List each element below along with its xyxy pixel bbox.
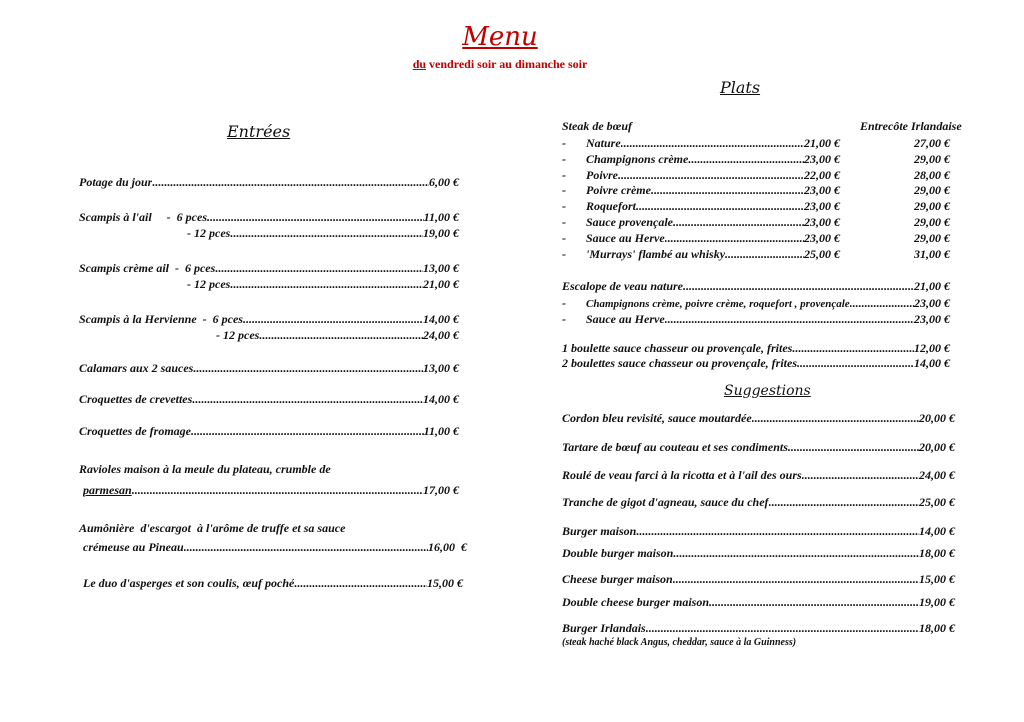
page-subtitle — [0, 57, 1000, 72]
entree-label: Ravioles maison à la meule du plateau, crumble de — [79, 462, 331, 476]
entree-label: Potage du jour — [79, 175, 153, 189]
steak-price: 25,00 € — [804, 247, 840, 261]
entree-row — [79, 261, 459, 276]
leader-dots — [665, 312, 914, 327]
leader-dots — [294, 576, 427, 591]
entrecote-price: 29,00 € — [914, 199, 950, 213]
suggestion-row — [562, 621, 955, 636]
leader-dots — [230, 277, 423, 292]
steak-label: - Poivre — [562, 168, 618, 182]
suggestion-label: Tartare de bœuf au couteau et ses condiments — [562, 440, 788, 454]
steak-price: 23,00 € — [804, 183, 840, 197]
option-label: - Sauce au Herve — [562, 312, 665, 326]
escalope-row — [562, 279, 950, 294]
boulette-label: 1 boulette sauce chasseur ou provençale, frites — [562, 341, 793, 355]
suggestion-price: 14,00 € — [919, 524, 955, 538]
entrees-heading: Entrées — [227, 122, 291, 141]
leader-dots — [618, 168, 804, 183]
leader-dots — [193, 361, 423, 376]
page-title: Menu — [462, 22, 538, 52]
steak-price: 23,00 € — [804, 199, 840, 213]
entree-label: Le duo d'asperges et son coulis, œuf poché — [83, 576, 295, 590]
steak-label: - Sauce au Herve — [562, 231, 665, 245]
boulette-row — [562, 341, 950, 356]
leader-dots — [792, 341, 914, 356]
entree-row — [79, 424, 459, 439]
entree-row — [83, 483, 459, 498]
suggestion-row — [562, 411, 955, 426]
entree-label: Croquettes de crevettes — [79, 392, 193, 406]
subtitle-rest: vendredi soir au dimanche soir — [426, 57, 588, 71]
boulette-label: 2 boulettes sauce chasseur ou provençale, frites — [562, 356, 797, 370]
burger-note: (steak haché black Angus, cheddar, sauce à la Guinness) — [562, 637, 797, 648]
suggestion-price: 24,00 € — [919, 468, 955, 482]
steak-label: - Sauce provençale — [562, 215, 673, 229]
entree-label: Scampis à la Hervienne - 6 pces — [79, 312, 243, 326]
leader-dots — [797, 356, 914, 371]
leader-dots — [673, 215, 804, 230]
entrecote-heading: Entrecôte Irlandaise — [860, 119, 962, 133]
steak-heading: Steak de bœuf — [562, 119, 632, 133]
plats-heading: Plats — [720, 78, 761, 97]
steak-label: - Nature — [562, 136, 621, 150]
entree-label: crémeuse au Pineau — [83, 540, 184, 554]
leader-dots — [132, 483, 423, 498]
steak-price: 22,00 € — [804, 168, 840, 182]
leader-dots — [665, 231, 804, 246]
escalope-price: 21,00 € — [914, 279, 950, 293]
entree-label: Scampis crème ail - 6 pces — [79, 261, 216, 275]
suggestion-price: 20,00 € — [919, 440, 955, 454]
suggestion-label: Double cheese burger maison — [562, 595, 709, 609]
entrecote-price: 29,00 € — [914, 183, 950, 197]
leader-dots — [850, 296, 914, 311]
steak-row — [562, 152, 840, 167]
leader-dots — [709, 595, 919, 610]
entree-price: 24,00 € — [423, 328, 459, 342]
entree-label: Calamars aux 2 sauces — [79, 361, 194, 375]
leader-dots — [646, 621, 919, 636]
leader-dots — [769, 495, 919, 510]
entree-label: Scampis à l'ail - 6 pces — [79, 210, 207, 224]
entree-row — [79, 392, 459, 407]
suggestion-label: Double burger maison — [562, 546, 674, 560]
leader-dots — [683, 279, 914, 294]
entree-row — [79, 175, 459, 190]
suggestion-price: 19,00 € — [919, 595, 955, 609]
leader-dots — [651, 183, 804, 198]
suggestion-row — [562, 572, 955, 587]
entree-price: 14,00 € — [423, 312, 459, 326]
steak-row — [562, 168, 840, 183]
leader-dots — [259, 328, 423, 343]
boulette-row — [562, 356, 950, 371]
entrecote-price: 29,00 € — [914, 215, 950, 229]
leader-dots — [788, 440, 919, 455]
escalope-option-row — [562, 312, 950, 327]
leader-dots — [688, 152, 804, 167]
suggestion-price: 25,00 € — [919, 495, 955, 509]
suggestions-heading: Suggestions — [724, 383, 811, 399]
suggestion-label: Cheese burger maison — [562, 572, 673, 586]
steak-label: - Champignons crème — [562, 152, 689, 166]
entree-price: 13,00 € — [423, 361, 459, 375]
entree-price: 14,00 € — [423, 392, 459, 406]
entree-price: 19,00 € — [423, 226, 459, 240]
entree-row — [83, 576, 463, 591]
entrecote-price: 31,00 € — [914, 247, 950, 261]
entree-row — [79, 361, 459, 376]
entree-price: 16,00 € — [428, 540, 467, 554]
entree-row — [216, 328, 459, 343]
option-price: 23,00 € — [914, 312, 950, 326]
leader-dots — [230, 226, 423, 241]
entree-price: 11,00 € — [423, 210, 459, 224]
suggestion-row — [562, 440, 955, 455]
steak-row — [562, 215, 840, 230]
steak-label: - 'Murrays' flambé au whisky — [562, 247, 726, 261]
suggestion-label: Burger maison — [562, 524, 637, 538]
option-price: 23,00 € — [914, 296, 950, 310]
entree-label: Croquettes de fromage — [79, 424, 191, 438]
entree-label: - 12 pces — [187, 277, 231, 291]
leader-dots — [621, 136, 804, 151]
entree-row — [79, 312, 459, 327]
entree-price: 13,00 € — [423, 261, 459, 275]
leader-dots — [192, 392, 423, 407]
suggestion-row — [562, 524, 955, 539]
suggestion-row — [562, 595, 955, 610]
leader-dots — [802, 468, 919, 483]
suggestion-label: Roulé de veau farci à la ricotta et à l'ail des ours — [562, 468, 802, 482]
steak-row — [562, 199, 840, 214]
entree-label: - 12 pces — [187, 226, 231, 240]
option-label: - Champignons crème, poivre crème, roquefort , provençale — [562, 296, 850, 310]
leader-dots — [191, 424, 424, 439]
entrecote-price: 29,00 € — [914, 152, 950, 166]
suggestion-label: Burger Irlandais — [562, 621, 646, 635]
leader-dots — [636, 524, 919, 539]
suggestion-label: Cordon bleu revisité, sauce moutardée — [562, 411, 752, 425]
steak-label: - Poivre crème — [562, 183, 651, 197]
steak-price: 23,00 € — [804, 231, 840, 245]
suggestion-row — [562, 546, 955, 561]
suggestion-price: 15,00 € — [919, 572, 955, 586]
leader-dots — [636, 199, 804, 214]
leader-dots — [725, 247, 804, 262]
suggestion-price: 20,00 € — [919, 411, 955, 425]
leader-dots — [673, 572, 919, 587]
entree-label: Aumônière d'escargot à l'arôme de truffe et sa sauce — [79, 521, 346, 535]
steak-row — [562, 183, 840, 198]
leader-dots — [184, 540, 428, 555]
steak-price: 23,00 € — [804, 152, 840, 166]
entree-price: 11,00 € — [423, 424, 459, 438]
entree-row — [187, 226, 459, 241]
entree-label: - 12 pces — [216, 328, 260, 342]
escalope-option-row — [562, 296, 950, 311]
leader-dots — [673, 546, 919, 561]
entree-row — [83, 540, 467, 555]
entree-price: 6,00 € — [429, 175, 459, 189]
entree-label: parmesan — [83, 483, 132, 497]
boulette-price: 12,00 € — [914, 341, 950, 355]
escalope-label: Escalope de veau nature — [562, 279, 683, 293]
entrecote-price: 29,00 € — [914, 231, 950, 245]
leader-dots — [215, 261, 423, 276]
steak-label: - Roquefort — [562, 199, 637, 213]
leader-dots — [207, 210, 424, 225]
suggestion-label: Tranche de gigot d'agneau, sauce du chef — [562, 495, 769, 509]
leader-dots — [152, 175, 429, 190]
suggestion-row — [562, 495, 955, 510]
boulette-price: 14,00 € — [914, 356, 950, 370]
leader-dots — [752, 411, 919, 426]
steak-price: 23,00 € — [804, 215, 840, 229]
steak-row — [562, 231, 840, 246]
entrecote-price: 27,00 € — [914, 136, 950, 150]
entree-price: 15,00 € — [427, 576, 463, 590]
entree-row — [79, 210, 459, 225]
suggestion-price: 18,00 € — [919, 546, 955, 560]
steak-price: 21,00 € — [804, 136, 840, 150]
steak-row — [562, 247, 840, 262]
steak-row — [562, 136, 840, 151]
suggestion-price: 18,00 € — [919, 621, 955, 635]
entree-row — [187, 277, 459, 292]
suggestion-row — [562, 468, 955, 483]
entree-price: 21,00 € — [423, 277, 459, 291]
subtitle-prefix: du — [412, 57, 427, 71]
entree-price: 17,00 € — [423, 483, 459, 497]
entrecote-price: 28,00 € — [914, 168, 950, 182]
leader-dots — [243, 312, 423, 327]
